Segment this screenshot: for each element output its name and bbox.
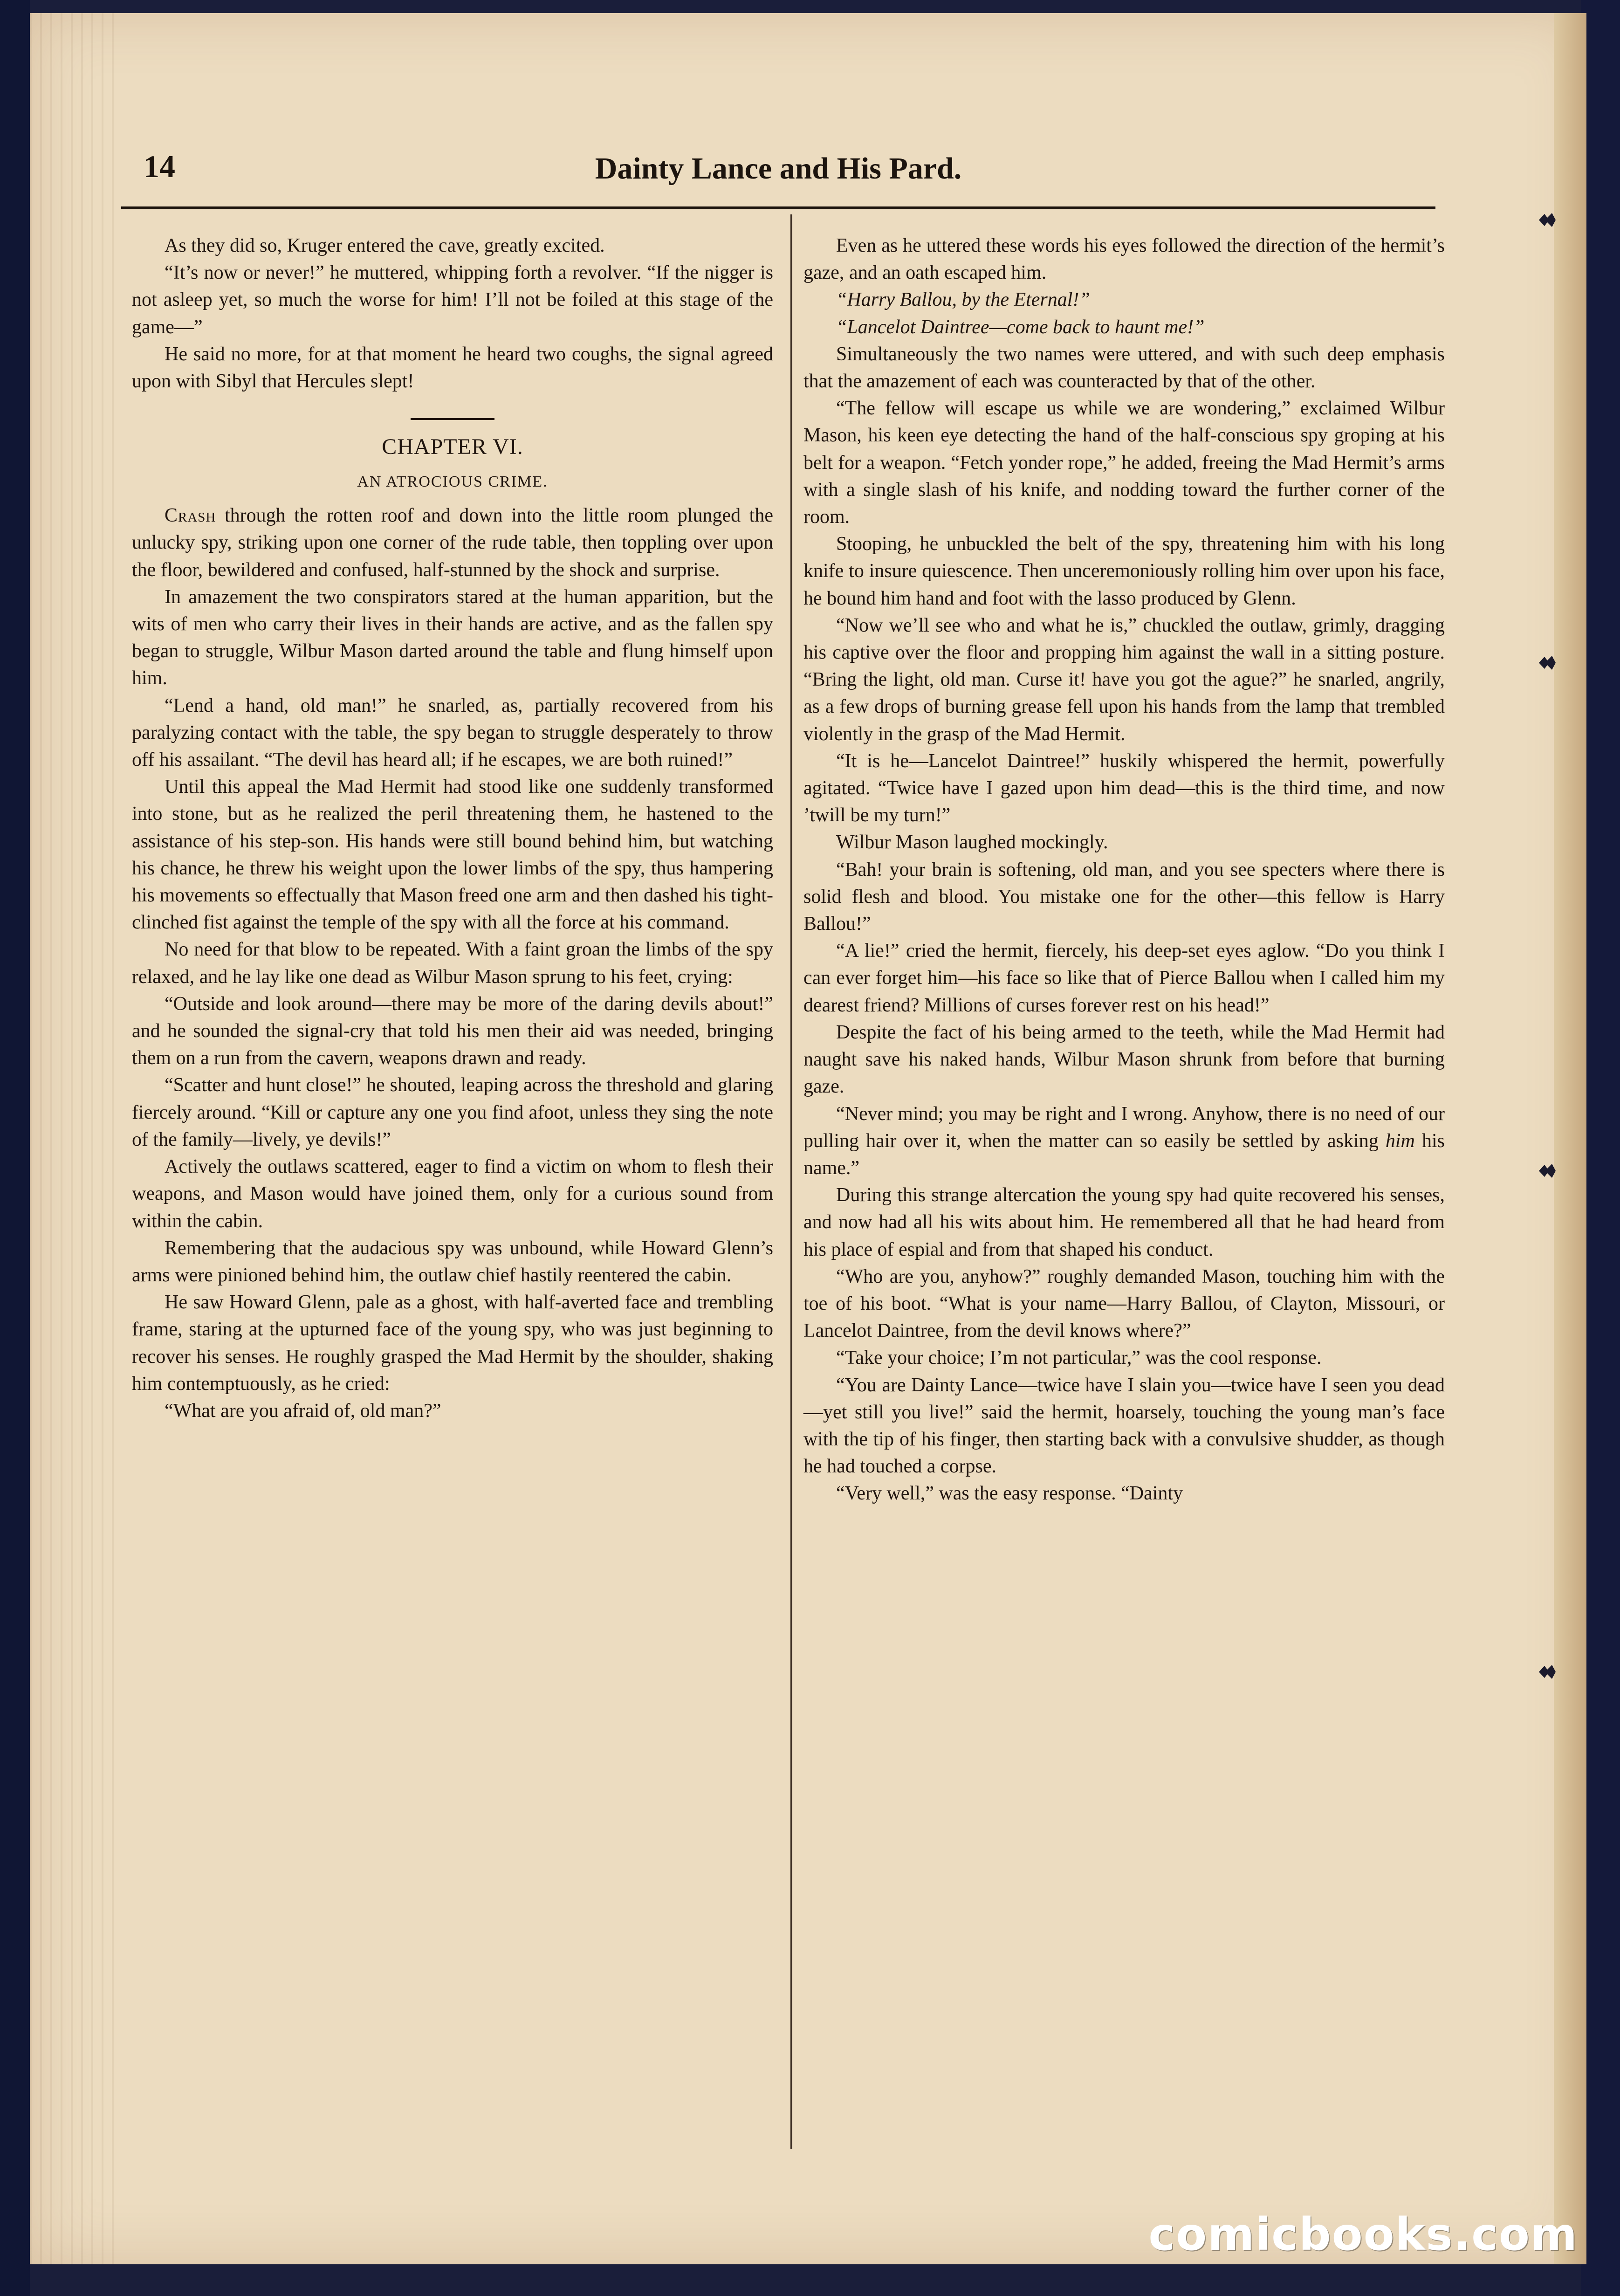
paragraph: “Take your choice; I’m not particular,” was the cool response. [836, 1347, 1322, 1369]
paragraph: “A lie!” cried the hermit, fiercely, his deep-set eyes aglow. “Do you think I can ever forget him—his face so like that of Pierce Ballou when I called him my dearest friend? Millions of curses forever rest on his head!” [803, 940, 1445, 1016]
paragraph: As they did so, Kruger entered the cave, greatly excited. [165, 235, 605, 256]
page-edge-folds [30, 13, 118, 2264]
paragraph: He said no more, for at that moment he heard two coughs, the signal agreed upon with Sibyl that Hercules slept! [132, 343, 773, 392]
page-number: 14 [144, 149, 175, 184]
quote-text: “Lancelot Daintree—come back to haunt me!” [836, 316, 1205, 338]
left-column [132, 232, 773, 2166]
paragraph: Wilbur Mason laughed mockingly. [836, 832, 1108, 853]
paragraph: Stooping, he unbuckled the belt of the spy, threatening him with his long knife to insure quiescence. Then unceremoniously rolling him over upon his face, he bound him hand and foot with the lasso produced by Glenn. [803, 533, 1445, 609]
chapter-heading: CHAPTER VI. [382, 434, 523, 460]
paragraph: Remembering that the audacious spy was unbound, while Howard Glenn’s arms were pinioned behind him, the outlaw chief hastily reentered the cabin. [132, 1237, 773, 1286]
chapter-subtitle: AN ATROCIOUS CRIME. [357, 473, 548, 491]
binding-hole-icon [1538, 212, 1557, 228]
paragraph: “Very well,” was the easy response. “Dainty [836, 1483, 1183, 1505]
quote-text: “Harry Ballou, by the Eternal!” [836, 289, 1090, 311]
paragraph: Even as he uttered these words his eyes followed the direction of the hermit’s gaze, and an oath escaped him. [803, 235, 1445, 284]
paragraph: Simultaneously the two names were uttered, and with such deep emphasis that the amazement of each was counteracted by that of the other. [803, 343, 1445, 392]
site-watermark: comicbooks.com [1148, 2208, 1578, 2261]
scan-background-left [0, 0, 30, 2296]
emphasis-text: him [1385, 1130, 1415, 1152]
paragraph: In amazement the two conspirators stared at the human apparition, but the wits of men who carry their lives in their hands are active, and as the fallen spy began to struggle, Wilbur Mason darted around the table and flung himself upon him. [132, 586, 773, 689]
paragraph: “What are you afraid of, old man?” [165, 1400, 441, 1422]
paragraph: “Now we’ll see who and what he is,” chuckled the outlaw, grimly, dragging his captive over the floor and propping him against the wall in a sitting posture. “Bring the light, old man. Curse it! have you got the ague?” he snarled, angrily, as a few drops of burning grease fell upon his hands from the lamp that trembled violently in the grasp of the Mad Hermit. [803, 614, 1445, 745]
paragraph: During this strange altercation the young spy had quite recovered his senses, and now had all his wits about him. He remembered all that he had heard from his place of espial and from that shaped his conduct. [803, 1184, 1445, 1260]
paragraph: “It is he—Lancelot Daintree!” huskily whispered the hermit, powerfully agitated. “Twice have I gazed upon him dead—this is the third time, and now ’twill be my turn!” [803, 750, 1445, 826]
header-rule [121, 206, 1435, 209]
drop-lead-word: Crash [165, 505, 216, 527]
paragraph: “Lend a hand, old man!” he snarled, as, partially recovered from his paralyzing contact with the table, the spy began to struggle desperately to throw off his assailant. “The devil has heard all; if he escapes, we are both ruined!” [132, 694, 773, 771]
paragraph: No need for that blow to be repeated. With a faint groan the limbs of the spy relaxed, and he lay like one dead as Wilbur Mason sprung to his feet, crying: [132, 939, 773, 988]
running-title: Dainty Lance and His Pard. [595, 151, 962, 186]
paragraph: Actively the outlaws scattered, eager to find a victim on whom to flesh their weapons, and Mason would have joined them, only for a curious sound from within the cabin. [132, 1156, 773, 1232]
column-divider [790, 214, 792, 2149]
italic-quote [803, 314, 1445, 341]
paragraph: He saw Howard Glenn, pale as a ghost, with half-averted face and trembling frame, staring at the upturned face of the young spy, who was just beginning to recover his senses. He roughly grasped the Mad Hermit by the shoulder, shaking him contemptuously, as he cried: [132, 1292, 773, 1395]
paragraph [803, 1100, 1445, 1182]
paragraph: “Outside and look around—there may be more of the daring devils about!” and he sounded the signal-cry that told his men their aid was needed, bringing them on a run from the cavern, weapons drawn and ready. [132, 993, 773, 1069]
paragraph: “Scatter and hunt close!” he shouted, leaping across the threshold and glaring fiercely around. “Kill or capture any one you find afoot, unless they sing the note of the family—lively, ye devils!” [132, 1074, 773, 1150]
paragraph: “It’s now or never!” he muttered, whipping forth a revolver. “If the nigger is not asleep yet, so much the worse for him! I’ll not be foiled at this stage of the game—” [132, 262, 773, 338]
scan-background-right [1581, 0, 1620, 2296]
section-divider [411, 418, 494, 420]
paragraph: “The fellow will escape us while we are wondering,” exclaimed Wilbur Mason, his keen eye detecting the hand of the half-conscious spy groping at his belt for a weapon. “Fetch yonder rope,” he added, freeing the Mad Hermit’s arms with a single slash of his knife, and nodding toward the further corner of the room. [803, 398, 1445, 528]
binding-hole-icon [1538, 1163, 1557, 1179]
page-header [121, 147, 1435, 198]
paragraph: Despite the fact of his being armed to the teeth, while the Mad Hermit had naught save his naked hands, Wilbur Mason shrunk from before that burning gaze. [803, 1021, 1445, 1098]
right-column [803, 232, 1445, 2166]
paragraph: “You are Dainty Lance—twice have I slain you—twice have I seen you dead—yet still you live!” said the hermit, hoarsely, touching the young man’s face with the tip of his finger, then starting back with a convulsive shudder, as though he had touched a corpse. [803, 1374, 1445, 1478]
paragraph-text: through the rotten roof and down into the little room plunged the unlucky spy, striking upon one corner of the rude table, then toppling over upon the floor, bewildered and confused, half-stunned by the shock and surprise. [132, 505, 773, 581]
paragraph-text: “Never mind; you may be right and I wrong. Anyhow, there is no need of our pulling hair over it, when the matter can so easily be settled by asking [803, 1103, 1445, 1152]
paragraph: “Who are you, anyhow?” roughly demanded Mason, touching him with the toe of his boot. “What is your name—Harry Ballou, of Clayton, Missouri, or Lancelot Daintree, from the devil knows where?” [803, 1265, 1445, 1342]
paragraph: “Bah! your brain is softening, old man, and you see specters where there is solid flesh and blood. You mistake one for the other—this fellow is Harry Ballou!” [803, 859, 1445, 935]
paragraph-text: his name.” [803, 1130, 1445, 1179]
paragraph: Until this appeal the Mad Hermit had stood like one suddenly transformed into stone, but as he realized the peril threatening them, he hastened to the assistance of his step-son. His hands were still bound behind him, but watching his chance, he threw his weight upon the lower limbs of the spy, thus hampering his movements so effectually that Mason freed one arm and then dashed his tight-clinched fist against the temple of the spy with all the force at his command. [132, 776, 773, 934]
chapter-opening-paragraph [132, 502, 773, 584]
binding-hole-icon [1538, 655, 1557, 671]
italic-quote [803, 286, 1445, 313]
binding-gutter [1554, 13, 1586, 2264]
binding-hole-icon [1538, 1664, 1557, 1680]
